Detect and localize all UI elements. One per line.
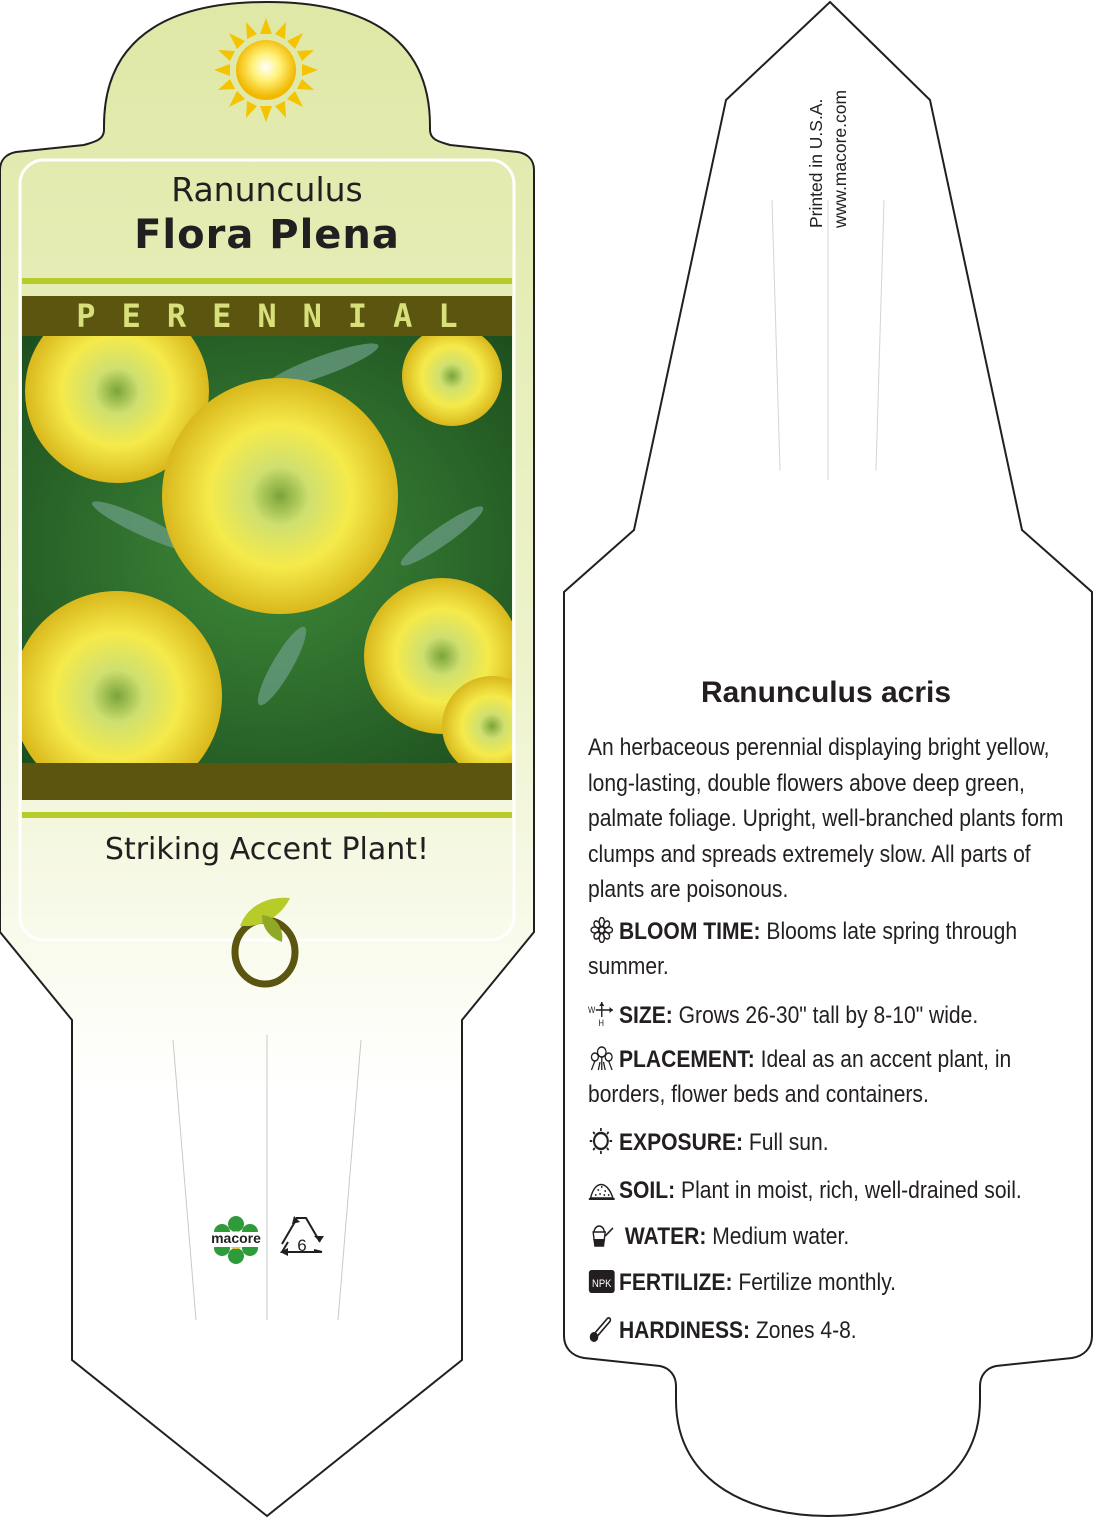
care-text: Plant in moist, rich, well-drained soil.	[675, 1177, 1022, 1204]
category-label: PERENNIAL	[76, 297, 484, 335]
sun-icon	[588, 1128, 616, 1154]
lime-line-bottom	[22, 812, 512, 818]
plant-description: An herbaceous perennial displaying bright yellow, long-lasting, double flowers above deep green, palmate foliage. Upright, well-branched plants form clumps and spreads extremely slow. All parts of plants are poisonous.	[588, 734, 1064, 903]
care-bloom-time	[588, 914, 1074, 984]
printed-in: Printed in U.S.A.	[806, 98, 826, 228]
care-text: Grows 26-30" tall by 8-10" wide.	[672, 1002, 979, 1029]
care-water	[588, 1219, 1074, 1254]
svg-text:NPK: NPK	[592, 1278, 612, 1291]
flower-icon	[588, 917, 616, 943]
care-fertilize	[588, 1265, 1074, 1300]
care-label: WATER:	[624, 1223, 707, 1250]
flower-photo	[22, 336, 512, 763]
care-size	[588, 998, 1074, 1033]
care-exposure	[588, 1125, 1074, 1160]
care-label: FERTILIZE:	[618, 1269, 733, 1296]
care-text: Blooms late spring through summer.	[588, 918, 1018, 980]
sun-logo	[214, 18, 318, 122]
soil-icon	[588, 1176, 616, 1202]
care-placement	[588, 1042, 1074, 1112]
brand-name: macore	[211, 1230, 261, 1246]
care-label: BLOOM TIME:	[618, 918, 761, 945]
tagline: Striking Accent Plant!	[104, 832, 430, 867]
npk-icon	[588, 1268, 616, 1294]
care-label: SIZE:	[618, 1002, 673, 1029]
care-hardiness	[588, 1313, 1074, 1348]
placement-icon	[588, 1045, 616, 1071]
plant-cultivar: Flora Plena	[134, 212, 400, 258]
thermometer-icon	[588, 1316, 616, 1342]
care-text: Ideal as an accent plant, in borders, flower beds and containers.	[588, 1046, 1012, 1108]
care-text: Medium water.	[706, 1223, 850, 1250]
recycle-code: 6	[297, 1236, 307, 1255]
care-label: HARDINESS:	[618, 1317, 751, 1344]
svg-text:W: W	[588, 1004, 596, 1016]
species-name: Ranunculus acris	[700, 676, 952, 709]
size-icon	[588, 1001, 616, 1027]
website: www.macore.com	[830, 89, 850, 228]
lime-line-top	[22, 278, 512, 284]
care-label: PLACEMENT:	[618, 1046, 755, 1073]
care-label: SOIL:	[618, 1177, 676, 1204]
care-text: Fertilize monthly.	[732, 1269, 897, 1296]
care-soil	[588, 1173, 1074, 1208]
photo-bottom-band	[22, 763, 512, 800]
plant-genus: Ranunculus	[171, 170, 363, 209]
care-text: Zones 4-8.	[750, 1317, 857, 1344]
care-label: EXPOSURE:	[618, 1129, 744, 1156]
svg-text:H: H	[598, 1017, 604, 1027]
watering-can-icon	[588, 1222, 616, 1248]
care-text: Full sun.	[743, 1129, 829, 1156]
